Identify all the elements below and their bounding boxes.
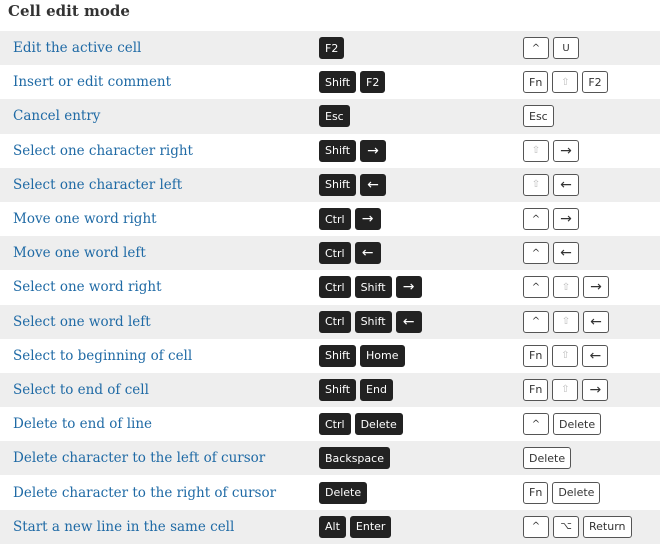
action-label: Select to beginning of cell	[13, 347, 193, 364]
action-label: Move one word right	[13, 211, 157, 228]
key-enter: Enter	[350, 516, 392, 538]
key-ctrl: Ctrl	[319, 242, 351, 264]
mac-keys	[523, 37, 579, 59]
arrow-left-icon: ←	[355, 242, 381, 264]
key-fn: Fn	[523, 379, 548, 401]
shortcut-row	[0, 65, 660, 99]
action-label: Delete to end of line	[13, 416, 153, 433]
windows-keys	[319, 174, 386, 196]
action-label: Move one word left	[13, 245, 146, 262]
key-home: Home	[360, 345, 404, 367]
arrow-right-icon: →	[553, 208, 579, 230]
arrow-left-icon: ←	[582, 345, 608, 367]
key-u: U	[553, 37, 579, 59]
arrow-right-icon: →	[360, 140, 386, 162]
key-control: ^	[523, 276, 549, 298]
section-title: Cell edit mode	[8, 2, 130, 20]
key-f2: F2	[360, 71, 385, 93]
action-label: Select one word right	[13, 279, 162, 296]
action-label: Edit the active cell	[13, 40, 142, 57]
key-ctrl: Ctrl	[319, 276, 351, 298]
mac-keys	[523, 276, 609, 298]
windows-keys	[319, 105, 350, 127]
action-label: Delete character to the left of cursor	[13, 450, 266, 467]
arrow-right-icon: →	[582, 379, 608, 401]
arrow-right-icon: →	[355, 208, 381, 230]
arrow-left-icon: ←	[553, 242, 579, 264]
key-shift: Shift	[355, 311, 392, 333]
windows-keys	[319, 208, 381, 230]
key-shift: Shift	[319, 174, 356, 196]
key-ctrl: Ctrl	[319, 311, 351, 333]
action-label: Insert or edit comment	[13, 74, 172, 91]
windows-keys	[319, 379, 393, 401]
arrow-right-icon: →	[583, 276, 609, 298]
windows-keys	[319, 37, 344, 59]
key-control: ^	[523, 516, 549, 538]
shortcut-row	[0, 510, 660, 544]
arrow-left-icon: ←	[583, 311, 609, 333]
windows-keys	[319, 276, 422, 298]
shift-icon: ⇧	[552, 379, 578, 401]
shortcut-row	[0, 441, 660, 475]
shift-icon: ⇧	[523, 174, 549, 196]
shift-icon: ⇧	[552, 71, 578, 93]
option-icon: ⌥	[553, 516, 579, 538]
mac-keys	[523, 516, 632, 538]
action-label: Delete character to the right of cursor	[13, 484, 277, 501]
key-fn: Fn	[523, 482, 548, 504]
windows-keys	[319, 311, 422, 333]
key-delete: Delete	[552, 482, 600, 504]
key-shift: Shift	[319, 379, 356, 401]
key-esc: Esc	[319, 105, 350, 127]
shift-icon: ⇧	[523, 140, 549, 162]
shortcut-row	[0, 373, 660, 407]
windows-keys	[319, 447, 390, 469]
mac-keys	[523, 482, 600, 504]
key-return: Return	[583, 516, 632, 538]
key-end: End	[360, 379, 393, 401]
key-shift: Shift	[319, 345, 356, 367]
mac-keys	[523, 242, 579, 264]
key-fn: Fn	[523, 345, 548, 367]
key-control: ^	[523, 311, 549, 333]
windows-keys	[319, 140, 386, 162]
mac-keys	[523, 140, 579, 162]
key-ctrl: Ctrl	[319, 413, 351, 435]
shortcut-row	[0, 475, 660, 509]
shortcut-row	[0, 305, 660, 339]
windows-keys	[319, 482, 367, 504]
windows-keys	[319, 413, 403, 435]
shortcut-row	[0, 339, 660, 373]
shortcut-row	[0, 236, 660, 270]
shortcut-row	[0, 407, 660, 441]
windows-keys	[319, 345, 405, 367]
key-delete: Delete	[553, 413, 601, 435]
windows-keys	[319, 242, 381, 264]
mac-keys	[523, 413, 601, 435]
shortcut-row	[0, 168, 660, 202]
key-esc: Esc	[523, 105, 554, 127]
shift-icon: ⇧	[552, 345, 578, 367]
windows-keys	[319, 71, 385, 93]
arrow-left-icon: ←	[360, 174, 386, 196]
arrow-right-icon: →	[553, 140, 579, 162]
action-label: Select one word left	[13, 313, 151, 330]
action-label: Select to end of cell	[13, 381, 149, 398]
shortcut-row	[0, 31, 660, 65]
key-control: ^	[523, 413, 549, 435]
shortcut-row	[0, 99, 660, 133]
key-ctrl: Ctrl	[319, 208, 351, 230]
mac-keys	[523, 345, 608, 367]
key-backspace: Backspace	[319, 447, 390, 469]
mac-keys	[523, 208, 579, 230]
key-alt: Alt	[319, 516, 346, 538]
key-delete: Delete	[523, 447, 571, 469]
shift-icon: ⇧	[553, 311, 579, 333]
shift-icon: ⇧	[553, 276, 579, 298]
arrow-left-icon: ←	[396, 311, 422, 333]
action-label: Select one character left	[13, 176, 183, 193]
key-shift: Shift	[355, 276, 392, 298]
action-label: Cancel entry	[13, 108, 101, 125]
mac-keys	[523, 174, 579, 196]
key-shift: Shift	[319, 140, 356, 162]
shortcut-row	[0, 270, 660, 304]
key-f2: F2	[582, 71, 607, 93]
mac-keys	[523, 311, 609, 333]
key-control: ^	[523, 37, 549, 59]
key-shift: Shift	[319, 71, 356, 93]
key-control: ^	[523, 242, 549, 264]
key-fn: Fn	[523, 71, 548, 93]
mac-keys	[523, 105, 554, 127]
shortcut-row	[0, 134, 660, 168]
key-control: ^	[523, 208, 549, 230]
shortcut-table	[0, 31, 660, 544]
mac-keys	[523, 447, 571, 469]
windows-keys	[319, 516, 391, 538]
arrow-right-icon: →	[396, 276, 422, 298]
key-f2: F2	[319, 37, 344, 59]
mac-keys	[523, 71, 608, 93]
arrow-left-icon: ←	[553, 174, 579, 196]
shortcut-row	[0, 202, 660, 236]
key-delete: Delete	[319, 482, 367, 504]
key-delete: Delete	[355, 413, 403, 435]
action-label: Start a new line in the same cell	[13, 518, 235, 535]
mac-keys	[523, 379, 608, 401]
action-label: Select one character right	[13, 142, 193, 159]
